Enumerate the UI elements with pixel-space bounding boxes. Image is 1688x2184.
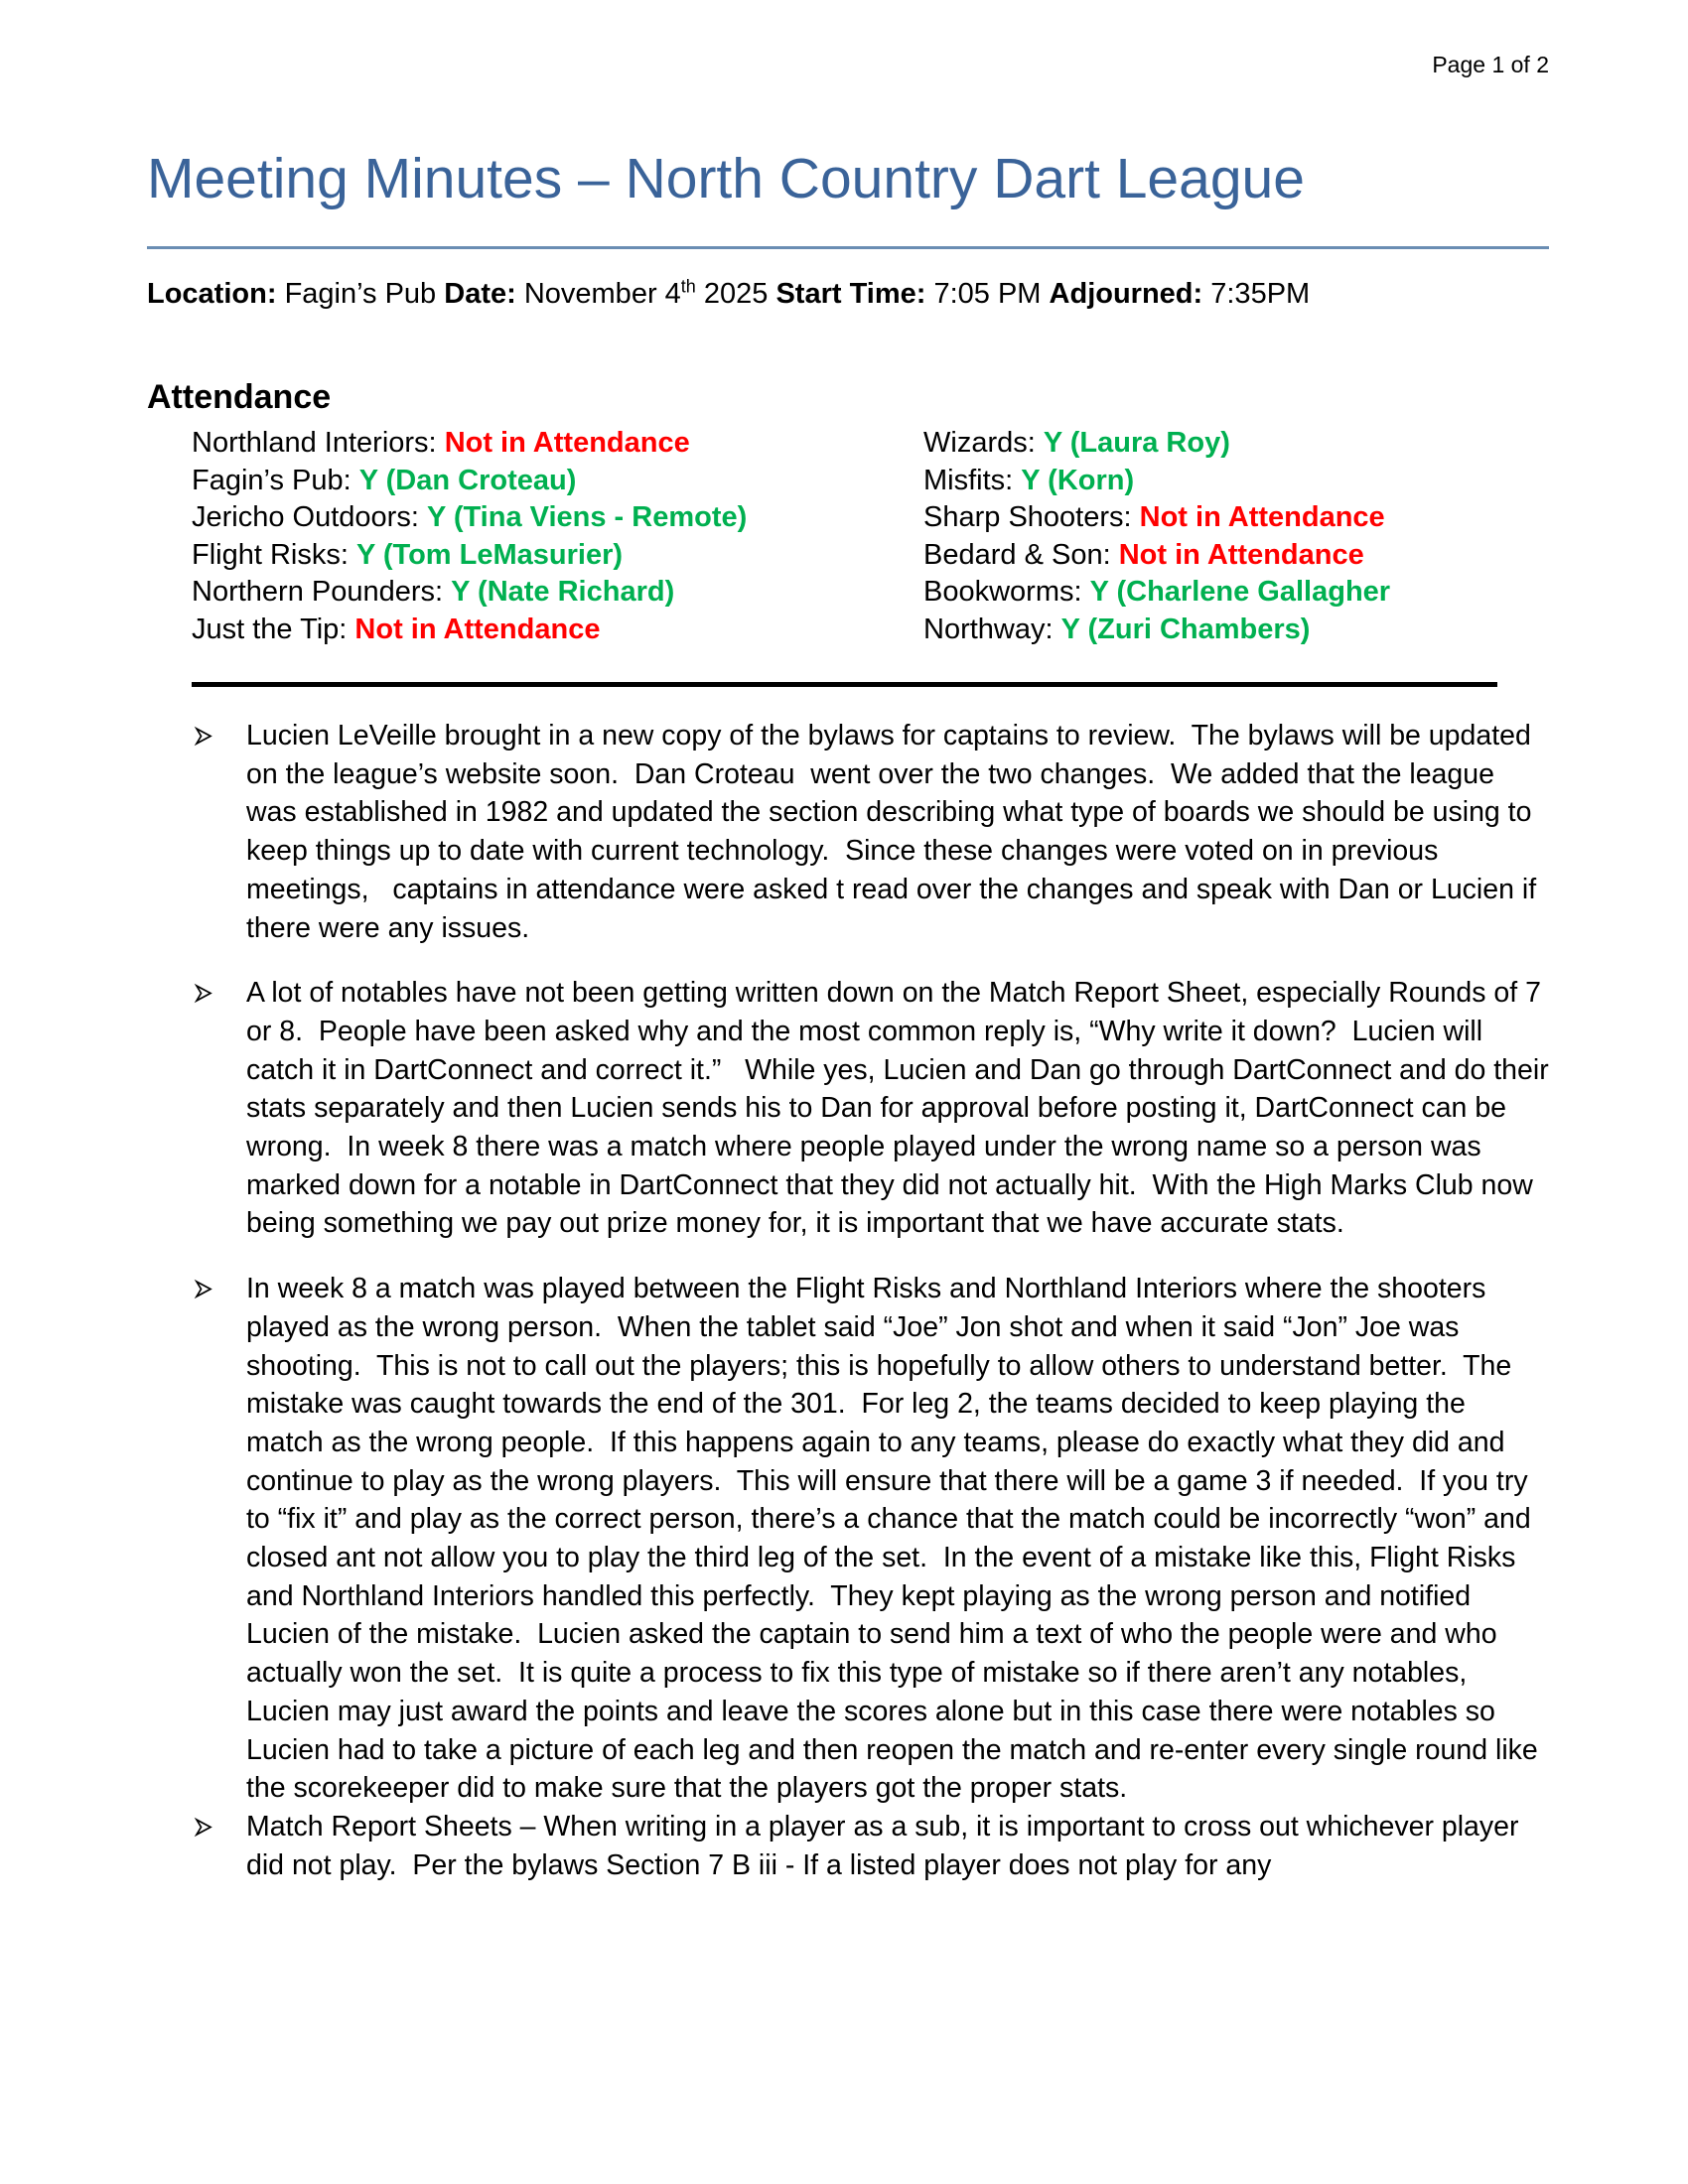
attendance-status: Y (Charlene Gallagher xyxy=(1089,576,1391,608)
title-divider xyxy=(147,246,1549,249)
bullet-item xyxy=(147,974,1557,1243)
attendance-status: Not in Attendance xyxy=(1139,501,1385,533)
document-title: Meeting Minutes – North Country Dart League xyxy=(147,147,1305,210)
attendance-status: Y (Dan Croteau) xyxy=(358,464,577,496)
location-value: Fagin’s Pub xyxy=(284,278,437,310)
page-number: Page 1 of 2 xyxy=(1432,52,1549,77)
bullet-arrow-icon xyxy=(194,1808,246,1843)
attendance-row xyxy=(923,612,1549,649)
bullet-text: In week 8 a match was played between the Flight Risks and Northland Interiors where the shooters played as the wrong person. When the tablet said “Joe” Jon shot and when it said “Jon” Joe was shooting. This is not to call out the players; this is hopefully to allow others to understand better. The mistake was caught towards the end of the 301. For leg 2, the teams decided to keep playing the match as the wrong people. If this happens again to any teams, please do exactly what they did and continue to play as the wrong players. This will ensure that there will be a game 3 if needed. If you try to “fix it” and play as the correct person, there’s a chance that the match could be incorrectly “won” and closed ant not allow you to play the third leg of the set. In the event of a mistake like this, Flight Risks and Northland Interiors handled this perfectly. They kept playing as the wrong person and notified Lucien of the mistake. Lucien asked the captain to send him a text of who the people were and who actually won the set. It is quite a process to fix this type of mistake so if there aren’t any notables, Lucien may just award the points and leave the scores alone but in this case there were notables so Lucien had to take a picture of each leg and then reopen the match and re-enter every single round like the scorekeeper did to make sure that the players got the proper stats. xyxy=(246,1273,1546,1805)
team-name: Bedard & Son: xyxy=(923,538,1111,571)
attendance-status: Y (Zuri Chambers) xyxy=(1060,613,1311,645)
date-ordinal-superscript: th xyxy=(680,276,696,297)
attendance-row xyxy=(923,463,1549,500)
attendance-status: Not in Attendance xyxy=(1118,538,1364,571)
team-name: Fagin’s Pub: xyxy=(192,464,352,496)
team-name: Bookworms: xyxy=(923,576,1082,608)
bullet-arrow-icon xyxy=(194,974,246,1009)
bullet-item xyxy=(147,717,1549,947)
team-name: Northway: xyxy=(923,613,1054,645)
attendance-row xyxy=(923,499,1549,537)
attendance-row xyxy=(923,537,1549,575)
bullet-text: A lot of notables have not been getting written down on the Match Report Sheet, especially Rounds of 7 or 8. People have been asked why and the most common reply is, “Why write it down? Lucien will catch it in DartConnect and correct it.” While yes, Lucien and Dan go through DartConnect and do their stats separately and then Lucien sends his to Dan for approval before posting it, DartConnect can be wrong. In week 8 there was a match where people played under the wrong name so a person was marked down for a notable in DartConnect that they did not actually hit. With the High Marks Club now being something we pay out prize money for, it is important that we have accurate stats. xyxy=(246,977,1557,1240)
attendance-status: Y (Laura Roy) xyxy=(1043,427,1230,459)
attendance-row xyxy=(923,425,1549,463)
bullet-item xyxy=(147,1808,1549,1884)
date-label: Date: xyxy=(444,278,516,310)
bullet-text: Lucien LeVeille brought in a new copy of the bylaws for captains to review. The bylaws will be updated on the league’s website soon. Dan Croteau went over the two changes. We added that the league was established in 1982 and updated the section describing what type of boards we should be using to keep things up to date with current technology. Since these changes were voted on in previous meetings, captains in attendance were asked t read over the changes and speak with Dan or Lucien if there were any issues. xyxy=(246,720,1545,944)
team-name: Jericho Outdoors: xyxy=(192,501,419,533)
attendance-row xyxy=(192,612,923,649)
team-name: Misfits: xyxy=(923,464,1014,496)
attendance-status: Not in Attendance xyxy=(444,427,690,459)
team-name: Just the Tip: xyxy=(192,613,348,645)
bullet-arrow-icon xyxy=(194,717,246,751)
attendance-row xyxy=(192,574,923,612)
bullet-arrow-icon xyxy=(194,1270,246,1304)
attendance-status: Y (Tom LeMasurier) xyxy=(355,538,624,571)
attendance-left-column xyxy=(192,425,923,648)
bullet-item xyxy=(147,1270,1549,1808)
attendance-status: Y (Nate Richard) xyxy=(451,576,675,608)
attendance-row xyxy=(192,537,923,575)
adjourned-label: Adjourned: xyxy=(1049,278,1203,310)
attendance-row xyxy=(192,425,923,463)
attendance-row xyxy=(192,463,923,500)
bullet-text: Match Report Sheets – When writing in a player as a sub, it is important to cross out whichever player did not play. Per the bylaws Section 7 B iii - If a listed player does not play for any xyxy=(246,1810,1527,1881)
adjourned-value: 7:35PM xyxy=(1210,278,1311,310)
start-time-label: Start Time: xyxy=(775,278,926,310)
date-value: November 4 xyxy=(523,278,681,310)
start-time-value: 7:05 PM xyxy=(933,278,1042,310)
team-name: Northern Pounders: xyxy=(192,576,444,608)
attendance-status: Y (Korn) xyxy=(1021,464,1135,496)
team-name: Flight Risks: xyxy=(192,538,349,571)
attendance-right-column xyxy=(923,425,1549,648)
attendance-section-divider xyxy=(192,682,1497,687)
attendance-list xyxy=(192,425,1549,648)
minutes-bullet-list xyxy=(147,717,1557,1884)
date-year: 2025 xyxy=(703,278,769,310)
team-name: Sharp Shooters: xyxy=(923,501,1132,533)
attendance-heading: Attendance xyxy=(147,378,332,416)
location-label: Location: xyxy=(147,278,277,310)
team-name: Northland Interiors: xyxy=(192,427,437,459)
attendance-status: Not in Attendance xyxy=(354,613,601,645)
attendance-row xyxy=(192,499,923,537)
team-name: Wizards: xyxy=(923,427,1036,459)
attendance-row xyxy=(923,574,1549,612)
meta-line xyxy=(147,276,1549,312)
attendance-status: Y (Tina Viens - Remote) xyxy=(426,501,748,533)
